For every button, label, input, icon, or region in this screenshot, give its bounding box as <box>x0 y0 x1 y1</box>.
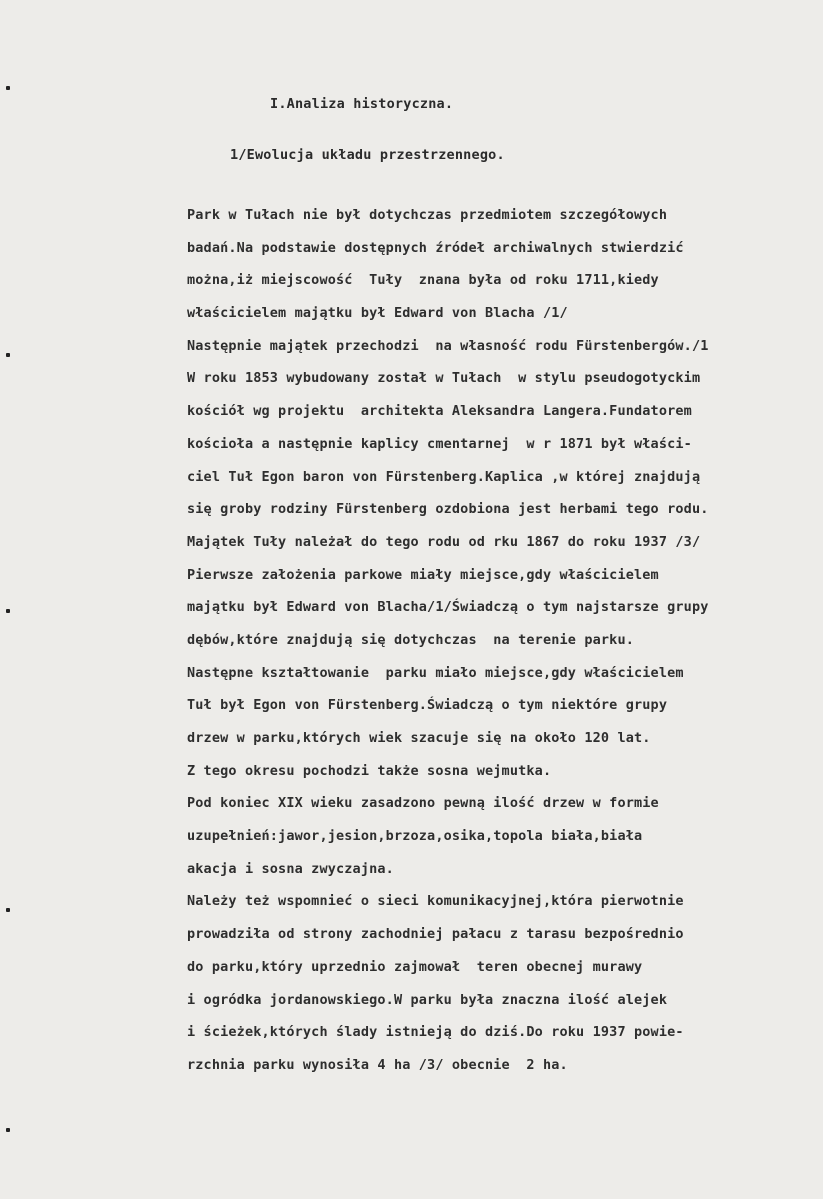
text-line: badań.Na podstawie dostępnych źródeł archiwalnych stwierdzić <box>187 239 684 256</box>
text-line: i ścieżek,których ślady istnieją do dziś.Do roku 1937 powie- <box>187 1024 684 1041</box>
text-line: Pod koniec XIX wieku zasadzono pewną ilość drzew w formie <box>187 795 659 812</box>
body-paragraphs <box>187 204 817 1087</box>
text-line: Z tego okresu pochodzi także sosna wejmutka. <box>187 762 552 779</box>
text-line: prowadziła od strony zachodniej pałacu z tarasu bezpośrednio <box>187 926 684 943</box>
page-title: I.Analiza historyczna. <box>270 96 454 112</box>
text-line: Następne kształtowanie parku miało miejsce,gdy właścicielem <box>187 664 684 681</box>
text-line: kościoła a następnie kaplicy cmentarnej w r 1871 był właści- <box>187 435 692 452</box>
text-line: Pierwsze założenia parkowe miały miejsce,gdy właścicielem <box>187 566 659 583</box>
text-line: ciel Tuł Egon baron von Fürstenberg.Kaplica ,w której znajdują <box>187 468 701 485</box>
text-line: kościół wg projektu architekta Aleksandra Langera.Fundatorem <box>187 403 692 420</box>
text-line: się groby rodziny Fürstenberg ozdobiona jest herbami tego rodu. <box>187 501 709 518</box>
binding-hole-mark <box>6 1128 10 1132</box>
text-line: Majątek Tuły należał do tego rodu od rku 1867 do roku 1937 /3/ <box>187 533 701 550</box>
binding-hole-mark <box>6 609 10 613</box>
section-title: 1/Ewolucja układu przestrzennego. <box>230 147 505 163</box>
text-line: rzchnia parku wynosiła 4 ha /3/ obecnie 2 ha. <box>187 1056 568 1073</box>
text-line: uzupełnień:jawor,jesion,brzoza,osika,topola biała,biała <box>187 828 643 845</box>
text-line: Park w Tułach nie był dotychczas przedmiotem szczegółowych <box>187 207 668 223</box>
text-line: i ogródka jordanowskiego.W parku była znaczna ilość alejek <box>187 991 668 1008</box>
text-line: Tuł był Egon von Fürstenberg.Świadczą o tym niektóre grupy <box>187 697 668 714</box>
text-line: można,iż miejscowość Tuły znana była od roku 1711,kiedy <box>187 272 659 289</box>
text-line: Następnie majątek przechodzi na własność rodu Fürstenbergów./1 <box>187 337 709 354</box>
text-line: Należy też wspomnieć o sieci komunikacyjnej,która pierwotnie <box>187 893 684 910</box>
text-line: właścicielem majątku był Edward von Blacha /1/ <box>187 305 568 322</box>
text-line: majątku był Edward von Blacha/1/Świadczą o tym najstarsze grupy <box>187 599 709 616</box>
binding-hole-mark <box>6 908 10 912</box>
text-line: drzew w parku,których wiek szacuje się na około 120 lat. <box>187 730 651 746</box>
binding-hole-mark <box>6 86 10 90</box>
text-line: do parku,który uprzednio zajmował teren obecnej murawy <box>187 958 643 975</box>
text-line: akacja i sosna zwyczajna. <box>187 860 394 877</box>
text-line: dębów,które znajdują się dotychczas na terenie parku. <box>187 631 634 648</box>
text-line: W roku 1853 wybudowany został w Tułach w stylu pseudogotyckim <box>187 370 701 387</box>
binding-hole-mark <box>6 353 10 357</box>
